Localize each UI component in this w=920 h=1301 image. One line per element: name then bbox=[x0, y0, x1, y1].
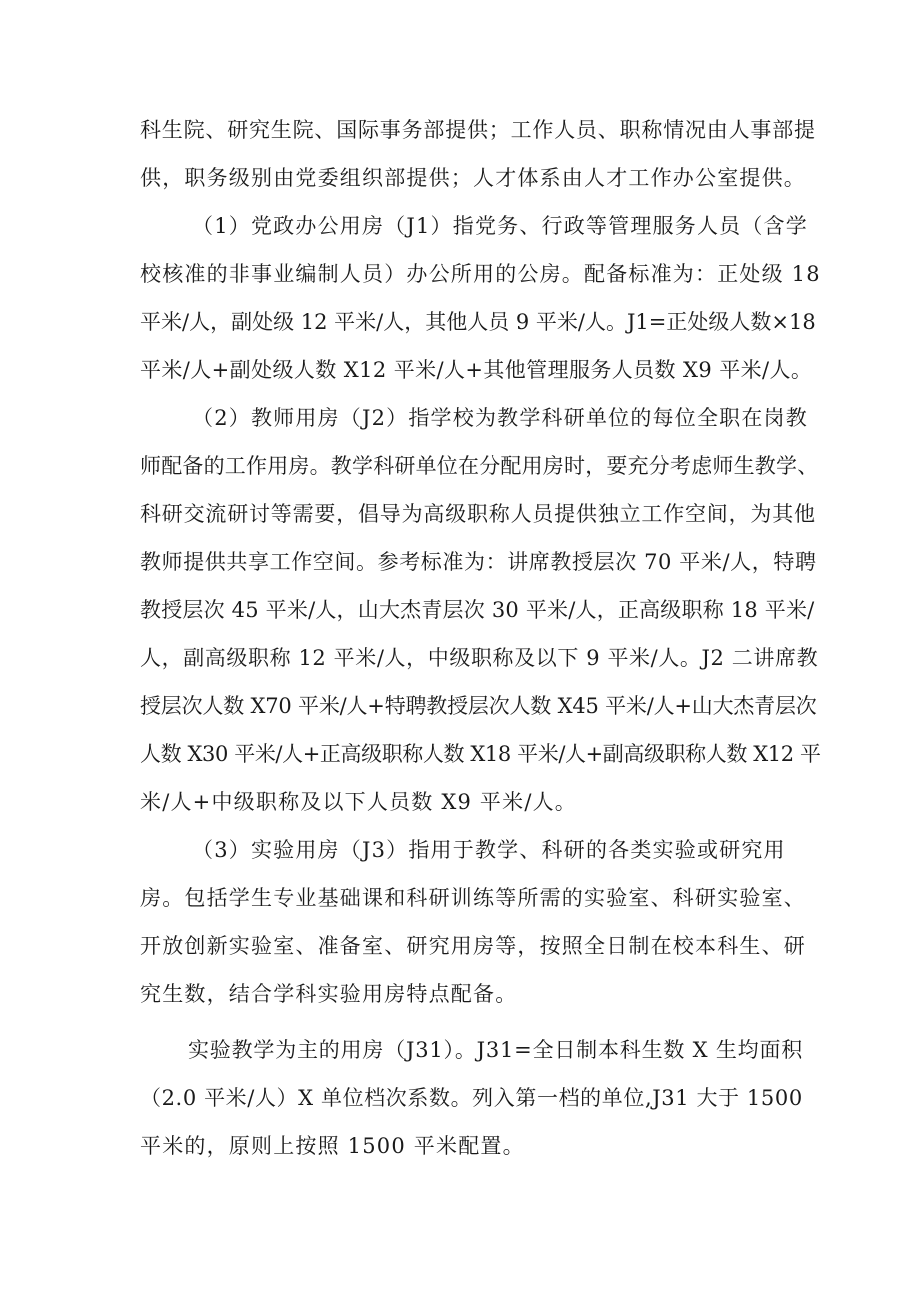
text-line: 教师提供共享工作空间。参考标准为：讲席教授层次 70 平米/人，特聘 bbox=[140, 550, 817, 574]
text-line: 开放创新实验室、准备室、研究用房等，按照全日制在校本科生、研 bbox=[140, 934, 806, 958]
text-line: 平米/人+副处级人数 X12 平米/人+其他管理服务人员数 X9 平米/人。 bbox=[140, 358, 813, 382]
text-line: 平米/人，副处级 12 平米/人，其他人员 9 平米/人。J1=正处级人数×18 bbox=[140, 310, 816, 334]
text-line: （2）教师用房（J2）指学校为教学科研单位的每位全职在岗教 bbox=[192, 406, 808, 430]
text-line: 授层次人数 X70 平米/人+特聘教授层次人数 X45 平米/人+山大杰青层次 bbox=[140, 694, 817, 718]
text-line: （1）党政办公用房（J1）指党务、行政等管理服务人员（含学 bbox=[192, 214, 808, 238]
text-line: 米/人+中级职称及以下人员数 X9 平米/人。 bbox=[140, 790, 578, 814]
text-line: （2.0 平米/人）X 单位档次系数。列入第一档的单位,J31 大于 1500 bbox=[140, 1086, 803, 1110]
text-line: 究生数，结合学科实验用房特点配备。 bbox=[140, 982, 518, 1006]
text-line: 校核准的非事业编制人员）办公所用的公房。配备标准为：正处级 18 bbox=[140, 262, 821, 286]
text-line: 教授层次 45 平米/人，山大杰青层次 30 平米/人，正高级职称 18 平米/ bbox=[140, 598, 815, 622]
text-line: 平米的，原则上按照 1500 平米配置。 bbox=[140, 1134, 525, 1158]
text-line: 科研交流研讨等需要，倡导为高级职称人员提供独立工作空间，为其他 bbox=[140, 502, 816, 526]
text-line: （3）实验用房（J3）指用于教学、科研的各类实验或研究用 bbox=[192, 838, 786, 862]
text-line: 人，副高级职称 12 平米/人，中级职称及以下 9 平米/人。J2 二讲席教 bbox=[140, 646, 819, 670]
text-line: 房。包括学生专业基础课和科研训练等所需的实验室、科研实验室、 bbox=[140, 886, 806, 910]
text-line: 人数 X30 平米/人+正高级职称人数 X18 平米/人+副高级职称人数 X12 平 bbox=[140, 742, 821, 766]
text-line: 供，职务级别由党委组织部提供；人才体系由人才工作办公室提供。 bbox=[140, 166, 806, 190]
text-line: 实验教学为主的用房（J31）。J31=全日制本科生数 X 生均面积 bbox=[188, 1038, 804, 1062]
text-line: 科生院、研究生院、国际事务部提供；工作人员、职称情况由人事部提 bbox=[140, 118, 816, 142]
text-line: 师配备的工作用房。教学科研单位在分配用房时，要充分考虑师生教学、 bbox=[140, 454, 819, 478]
